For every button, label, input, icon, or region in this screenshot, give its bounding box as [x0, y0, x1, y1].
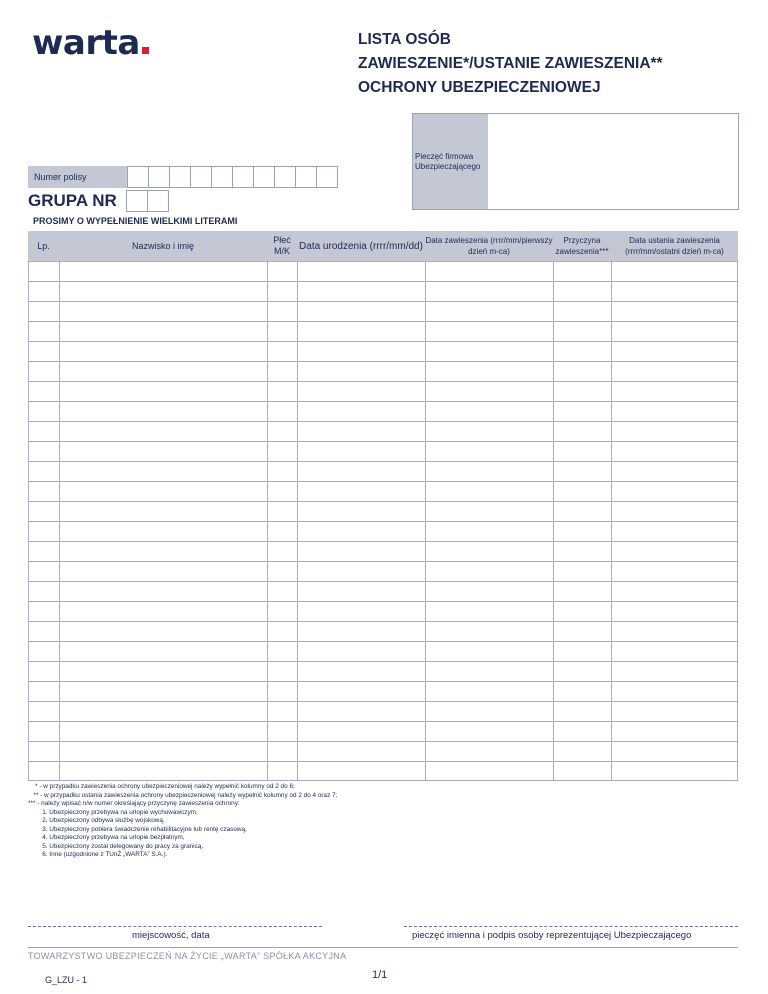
col-header-reason: Przyczyna zawieszenia*** — [555, 236, 609, 256]
note-3: *** - należy wpisać n/w numer określający przyczynę zawieszenia ochrony: — [28, 800, 240, 807]
group-digit-box[interactable] — [126, 190, 148, 212]
group-digit-box[interactable] — [147, 190, 169, 212]
place-date-line[interactable] — [28, 926, 322, 927]
col-header-end-date: Data ustania zawieszenia (rrrr/mm/ostatni dzień m-ca) — [625, 236, 724, 256]
title-line-3: OCHRONY UBEZPIECZENIOWEJ — [358, 79, 601, 96]
reason-4: 4. Ubezpieczony przebywa na urlopie bezpłatnym, — [28, 834, 185, 841]
title-line-2: ZAWIESZENIE*/USTANIE ZAWIESZENIA** — [358, 55, 663, 72]
company-name: TOWARZYSTWO UBEZPIECZEŃ NA ŻYCIE „WARTA” SPÓŁKA AKCYJNA — [28, 951, 347, 961]
signature-label: pieczęć imienna i podpis osoby reprezentującej Ubezpieczającego — [412, 930, 692, 941]
title-line-1: LISTA OSÓB — [358, 31, 451, 48]
footer-rule — [28, 947, 738, 948]
form-code: G_LZU - 1 — [45, 975, 88, 985]
reason-1: 1. Ubezpieczony przebywa na urlopie wychowawczym, — [28, 808, 198, 816]
reason-5: 5. Ubezpieczony został delegowany do pracy za granicą, — [28, 842, 204, 850]
table-header — [28, 231, 738, 261]
stamp-label: Pieczęć firmowa Ubezpieczającego — [413, 114, 488, 209]
stamp-area[interactable] — [488, 114, 738, 209]
col-header-lp: Lp. — [37, 240, 50, 251]
footnotes — [28, 783, 337, 860]
group-number-label: GRUPA NR — [28, 191, 117, 210]
policy-digit-box[interactable] — [253, 166, 275, 188]
policy-number-boxes[interactable] — [128, 166, 338, 188]
group-number-boxes[interactable] — [127, 190, 169, 212]
reason-3: 3. Ubezpieczony pobiera świadczenie rehabilitacyjne lub rentę czasową, — [28, 825, 247, 833]
col-header-sex: Płeć M/K — [273, 235, 291, 256]
policy-digit-box[interactable] — [211, 166, 233, 188]
instruction-text: PROSIMY O WYPEŁNIENIE WIELKIMI LITERAMI — [33, 216, 238, 226]
policy-digit-box[interactable] — [316, 166, 338, 188]
policy-digit-box[interactable] — [232, 166, 254, 188]
policy-digit-box[interactable] — [148, 166, 170, 188]
col-header-birthdate: Data urodzenia (rrrr/mm/dd) — [299, 240, 423, 252]
policy-digit-box[interactable] — [190, 166, 212, 188]
policy-digit-box[interactable] — [127, 166, 149, 188]
col-header-name: Nazwisko i imię — [131, 240, 194, 251]
place-date-label: miejscowość, data — [132, 930, 210, 941]
policy-digit-box[interactable] — [169, 166, 191, 188]
form-title — [358, 28, 663, 100]
policy-number-label: Numer polisy — [28, 166, 127, 188]
signature-line[interactable] — [404, 926, 738, 927]
company-stamp-box[interactable] — [412, 113, 739, 210]
warta-logo: warta — [32, 26, 149, 60]
reason-6: 6. Inne (uzgodnione z TUnŻ „WARTA” S.A.). — [28, 851, 168, 858]
note-2: ** - w przypadku ustania zawieszenia ochrony ubezpieczeniowej należy wypełnić kolumny od 2 do 4 oraz 7; — [28, 791, 338, 799]
reason-2: 2. Ubezpieczony odbywa służbę wojskową, — [28, 817, 165, 824]
policy-digit-box[interactable] — [274, 166, 296, 188]
col-header-suspension-date: Data zawieszenia (rrrr/mm/pierwszy dzień m-ca) — [425, 236, 553, 256]
policy-digit-box[interactable] — [295, 166, 317, 188]
logo-dot — [142, 47, 149, 54]
note-1: * - w przypadku zawieszenia ochrony ubezpieczeniowej należy wypełnić kolumny od 2 do 6; — [28, 783, 295, 790]
persons-table-grid[interactable] — [28, 261, 738, 782]
page-number: 1/1 — [372, 969, 388, 981]
